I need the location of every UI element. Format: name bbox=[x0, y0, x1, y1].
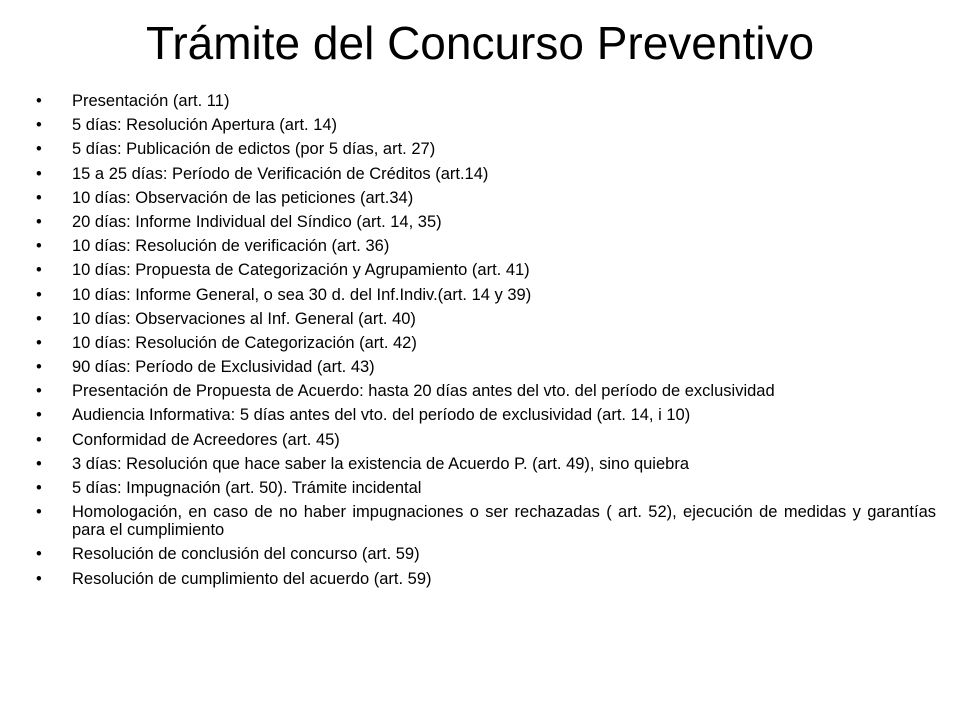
list-item bbox=[36, 382, 936, 400]
bullet-icon: • bbox=[36, 92, 42, 110]
list-item bbox=[36, 358, 936, 376]
list-item bbox=[36, 140, 936, 158]
bullet-icon: • bbox=[36, 140, 42, 159]
bullet-icon: • bbox=[36, 285, 42, 304]
list-item-text: 3 días: Resolución que hace saber la existencia de Acuerdo P. (art. 49), sino quiebra bbox=[72, 454, 689, 473]
list-item bbox=[36, 237, 936, 255]
bullet-icon: • bbox=[36, 382, 42, 401]
list-item-text: Resolución de conclusión del concurso (art. 59) bbox=[72, 545, 420, 564]
list-item bbox=[36, 455, 936, 473]
bullet-icon: • bbox=[36, 164, 42, 183]
list-item-text: 10 días: Resolución de verificación (art. 36) bbox=[72, 237, 390, 256]
bullet-icon: • bbox=[36, 430, 42, 449]
list-item bbox=[36, 116, 936, 134]
bullet-icon: • bbox=[36, 569, 42, 588]
list-item-text: Conformidad de Acreedores (art. 45) bbox=[72, 430, 340, 449]
list-item bbox=[36, 545, 936, 563]
list-item bbox=[36, 570, 936, 588]
list-item-text: 20 días: Informe Individual del Síndico (art. 14, 35) bbox=[72, 212, 442, 231]
list-item bbox=[36, 189, 936, 207]
list-item-text: Presentación de Propuesta de Acuerdo: hasta 20 días antes del vto. del período de exclusividad bbox=[72, 382, 775, 401]
bullet-icon: • bbox=[36, 261, 42, 280]
bullet-icon: • bbox=[36, 309, 42, 328]
list-item-text: Audiencia Informativa: 5 días antes del vto. del período de exclusividad (art. 14, i 10) bbox=[72, 406, 691, 425]
list-item-text: 10 días: Propuesta de Categorización y Agrupamiento (art. 41) bbox=[72, 261, 530, 280]
list-item bbox=[36, 431, 936, 449]
list-item-text: 10 días: Observación de las peticiones (art.34) bbox=[72, 188, 414, 207]
bullet-icon: • bbox=[36, 116, 42, 135]
list-item bbox=[36, 261, 936, 279]
list-item bbox=[36, 286, 936, 304]
slide-title: Trámite del Concurso Preventivo bbox=[145, 17, 815, 69]
bullet-list bbox=[36, 92, 936, 594]
list-item-text: 5 días: Resolución Apertura (art. 14) bbox=[72, 116, 338, 135]
list-item-text: 5 días: Publicación de edictos (por 5 días, art. 27) bbox=[72, 140, 436, 159]
list-item bbox=[36, 406, 936, 424]
bullet-icon: • bbox=[36, 333, 42, 352]
list-item-text: Presentación (art. 11) bbox=[72, 92, 230, 110]
list-item bbox=[36, 310, 936, 328]
list-item-text: 15 a 25 días: Período de Verificación de Créditos (art.14) bbox=[72, 164, 489, 183]
list-item-text: 10 días: Informe General, o sea 30 d. del Inf.Indiv.(art. 14 y 39) bbox=[72, 285, 532, 304]
list-item bbox=[36, 503, 936, 539]
list-item-text: Homologación, en caso de no haber impugnaciones o ser rechazadas ( art. 52), ejecución de medidas y garantías para el cumplimiento bbox=[72, 503, 936, 540]
list-item-text: 5 días: Impugnación (art. 50). Trámite incidental bbox=[72, 479, 422, 497]
list-item-text: Resolución de cumplimiento del acuerdo (art. 59) bbox=[72, 569, 432, 588]
bullet-icon: • bbox=[36, 358, 42, 377]
bullet-icon: • bbox=[36, 188, 42, 207]
list-item bbox=[36, 165, 936, 183]
list-item bbox=[36, 479, 936, 497]
bullet-icon: • bbox=[36, 479, 42, 497]
bullet-icon: • bbox=[36, 503, 42, 522]
bullet-icon: • bbox=[36, 212, 42, 231]
list-item bbox=[36, 334, 936, 352]
bullet-icon: • bbox=[36, 406, 42, 425]
list-item bbox=[36, 213, 936, 231]
list-item-text: 90 días: Período de Exclusividad (art. 43) bbox=[72, 358, 375, 377]
list-item-text: 10 días: Observaciones al Inf. General (art. 40) bbox=[72, 309, 416, 328]
bullet-icon: • bbox=[36, 545, 42, 564]
list-item-text: 10 días: Resolución de Categorización (art. 42) bbox=[72, 333, 417, 352]
bullet-icon: • bbox=[36, 237, 42, 256]
bullet-icon: • bbox=[36, 454, 42, 473]
list-item bbox=[36, 92, 936, 110]
